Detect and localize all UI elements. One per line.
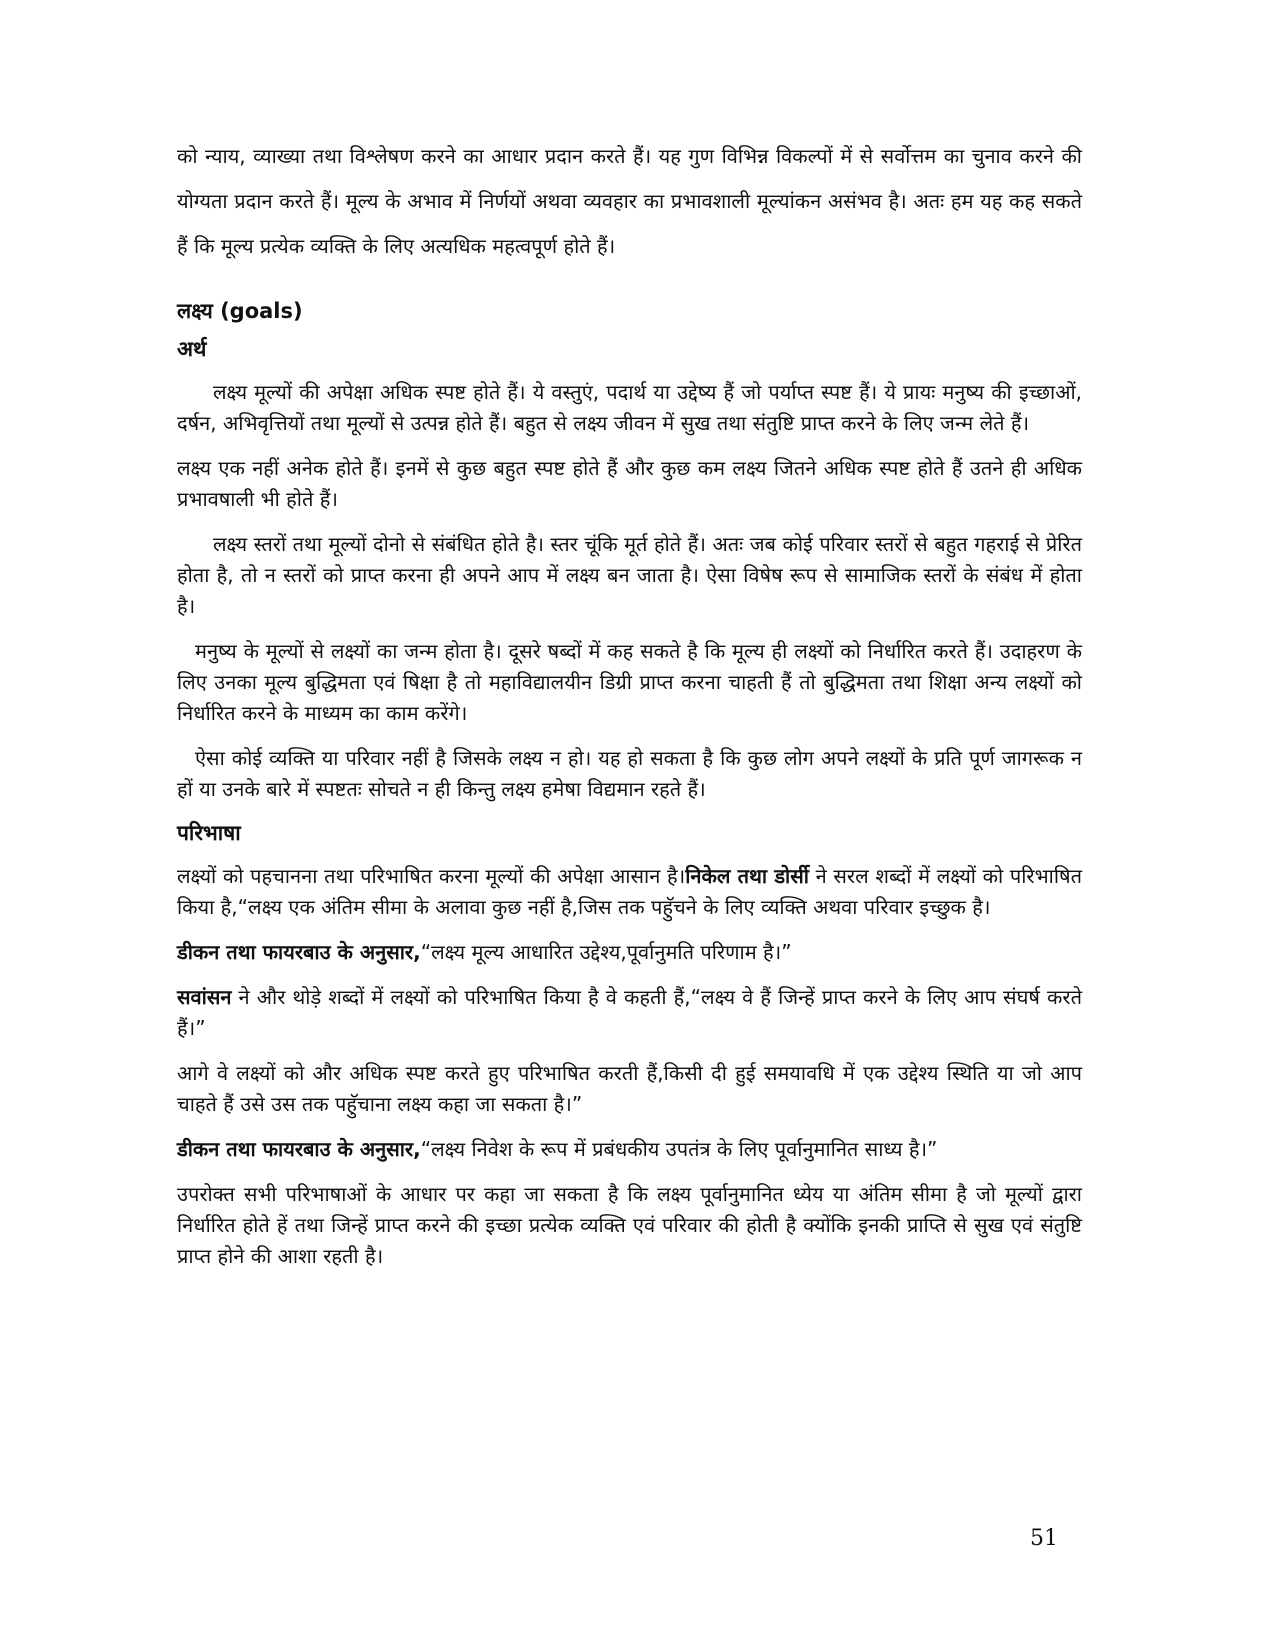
definition-paragraph-3 bbox=[177, 982, 1082, 1044]
meaning-paragraph-3: लक्ष्य स्तरों तथा मूल्यों दोनो से संबंधित होते है। स्तर चूंकि मूर्त होते हैं। अतः जब कोई परिवार स्तरों से बहुत गहराई से प्रेरित होता है, तो न स्तरों को प्राप्त करना ही अपने आप में लक्ष्य बन जाता है। ऐसा विषेष रूप से सामाजिक स्तरों के संबंध में होता है। bbox=[177, 532, 1082, 618]
heading-meaning: अर्थ bbox=[177, 337, 207, 361]
definition-3-text: ने और थोड़े शब्दों में लक्ष्यों को परिभाषित किया है वे कहती हैं,“लक्ष्य वे हैं जिन्हें प्राप्त करने के लिए आप संघर्ष करते हैं।” bbox=[177, 985, 1082, 1040]
intro-paragraph: को न्याय, व्याख्या तथा विश्लेषण करने का आधार प्रदान करते हैं। यह गुण विभिन्न विकल्पों में से सर्वोत्तम का चुनाव करने की योग्यता प्रदान करते हैं। मूल्य के अभाव में निर्णयों अथवा व्यवहार का प्रभावशाली मूल्यांकन असंभव है। अतः हम यह कह सकते हैं कि मूल्य प्रत्येक व्यक्ति के लिए अत्यधिक महत्वपूर्ण होते हैं। bbox=[177, 144, 1082, 258]
definition-5-author: डीकन तथा फायरबाउ के अनुसार, bbox=[177, 1137, 421, 1161]
definition-paragraph-5 bbox=[177, 1134, 1082, 1165]
meaning-paragraph-4: मनुष्य के मूल्यों से लक्ष्यों का जन्म होता है। दूसरे षब्दों में कह सकते है कि मूल्य ही लक्ष्यों को निर्धारित करते हैं। उदाहरण के लिए उनका मूल्य बुद्धिमता एवं षिक्षा है तो महाविद्यालयीन डिग्री प्राप्त करना चाहती हैं तो बुद्धिमता तथा शिक्षा अन्य लक्ष्यों को निर्धारित करने के माध्यम का काम करेंगे। bbox=[177, 639, 1082, 725]
page-content bbox=[177, 134, 1082, 1286]
definition-1-pre: लक्ष्यों को पहचानना तथा परिभाषित करना मूल्यों की अपेक्षा आसान है। bbox=[177, 864, 686, 888]
page-number: 51 bbox=[1030, 1526, 1058, 1551]
meaning-paragraph-1: लक्ष्य मूल्यों की अपेक्षा अधिक स्पष्ट होते हैं। ये वस्तुएं, पदार्थ या उद्देष्य हैं जो पर्याप्त स्पष्ट हैं। ये प्रायः मनुष्य की इच्छाओं, दर्षन, अभिवृत्तियों तथा मूल्यों से उत्पन्न होते हैं। बहुत से लक्ष्य जीवन में सुख तथा संतुष्टि प्राप्त करने के लिए जन्म लेते हैं। bbox=[177, 380, 1082, 435]
definition-5-text: “लक्ष्य निवेश के रूप में प्रबंधकीय उपतंत्र के लिए पूर्वानुमानित साध्य है।” bbox=[420, 1137, 938, 1161]
definition-2-text: “लक्ष्य मूल्य आधारित उद्देश्य,पूर्वानुमति परिणाम है।” bbox=[420, 940, 792, 964]
definition-1-post: ने सरल शब्दों में लक्ष्यों को परिभाषित किया है,“लक्ष्य एक अंतिम सीमा के अलावा कुछ नहीं है,जिस तक पहॅुचने के लिए व्यक्ति अथवा परिवार इच्छुक है। bbox=[177, 864, 1082, 919]
definition-paragraph-2 bbox=[177, 937, 1082, 968]
definition-3-author: सवांसन bbox=[177, 985, 232, 1009]
definition-paragraph-4: आगे वे लक्ष्यों को और अधिक स्पष्ट करते हुए परिभाषित करती हैं,किसी दी हुई समयावधि में एक उद्देश्य स्थिति या जो आप चाहते हैं उसे उस तक पहॅुचाना लक्ष्य कहा जा सकता है।” bbox=[177, 1061, 1082, 1116]
definition-paragraph-1 bbox=[177, 861, 1082, 923]
meaning-paragraph-2: लक्ष्य एक नहीं अनेक होते हैं। इनमें से कुछ बहुत स्पष्ट होते हैं और कुछ कम लक्ष्य जितने अधिक स्पष्ट होते हैं उतने ही अधिक प्रभावषाली भी होते हैं। bbox=[177, 456, 1082, 511]
definition-2-author: डीकन तथा फायरबाउ के अनुसार, bbox=[177, 940, 421, 964]
heading-goals: लक्ष्य (goals) bbox=[177, 299, 303, 323]
meaning-paragraph-5: ऐसा कोई व्यक्ति या परिवार नहीं है जिसके लक्ष्य न हो। यह हो सकता है कि कुछ लोग अपने लक्ष्यों के प्रति पूर्ण जागरूक न हों या उनके बारे में स्पष्टतः सोचते न ही किन्तु लक्ष्य हमेषा विद्यमान रहते हैं। bbox=[177, 746, 1082, 801]
definition-1-author: निकेल तथा डोर्सी bbox=[685, 864, 809, 888]
heading-definition: परिभाषा bbox=[177, 821, 241, 845]
conclusion-paragraph: उपरोक्त सभी परिभाषाओं के आधार पर कहा जा सकता है कि लक्ष्य पूर्वानुमानित ध्येय या अंतिम सीमा है जो मूल्यों द्वारा निर्धारित होते हें तथा जिन्हें प्राप्त करने की इच्छा प्रत्येक व्यक्ति एवं परिवार की होती है क्योंकि इनकी प्राप्ति से सुख एवं संतुष्टि प्राप्त होने की आशा रहती है। bbox=[177, 1182, 1082, 1268]
